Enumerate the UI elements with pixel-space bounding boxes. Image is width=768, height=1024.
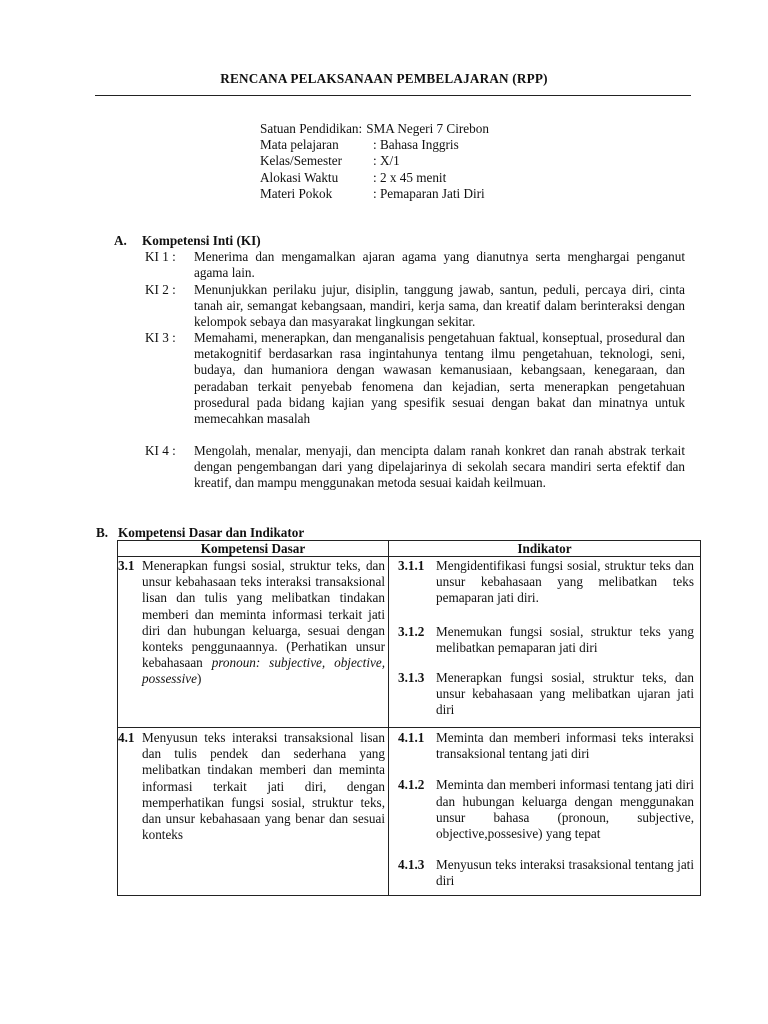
identity-row-satuan — [260, 121, 489, 137]
ki-text: Menunjukkan perilaku jujur, disiplin, tanggung jawab, santun, peduli, percaya diri, cinta tanah air, semangat kebangsaan, mandiri, kerja sama, dan kreatif dalam berinteraksi dengan kelompok sebaya dan masyarakat lingkungan sekitar. — [194, 282, 685, 330]
kd-number: 4.1 — [118, 730, 135, 745]
identity-row-mapel — [260, 137, 489, 153]
indikator-item — [398, 857, 694, 889]
indikator-text: Menerapkan fungsi sosial, struktur teks, dan unsur kebahasaan yang melibatkan ujaran jati diri — [436, 670, 694, 718]
ki-item-2 — [145, 282, 685, 331]
identity-row-materi — [260, 186, 489, 202]
indikator-number: 3.1.1 — [398, 558, 425, 573]
ki-text: Mengolah, menalar, menyaji, dan mencipta dalam ranah konkret dan ranah abstrak terkait dengan pengembangan dari yang dipelajarinya di sekolah secara mandiri serta efektif dan kreatif, dan mampu menggunakan metoda sesuai kaidah keilmuan. — [194, 443, 685, 491]
kd-text: Menyusun teks interaksi transaksional lisan dan tulis pendek dan sederhana yang melibatkan tindakan memberi dan meminta informasi terkait jati diri, dengan memperhatikan fungsi sosial, struktur teks, dan unsur kebahasaan yang benar dan sesuai konteks — [142, 730, 385, 843]
indikator-item — [398, 670, 694, 719]
identity-label: Materi Pokok — [260, 185, 333, 201]
ki-label: KI 1 : — [145, 249, 176, 264]
identity-value: : Pemaparan Jati Diri — [373, 185, 485, 201]
kd-cell — [118, 557, 389, 728]
section-a-heading — [114, 233, 261, 249]
ki-label: KI 3 : — [145, 330, 176, 345]
ki-item-3 — [145, 330, 685, 427]
identity-row-alokasi — [260, 170, 489, 186]
indikator-item — [398, 730, 694, 762]
indikator-list — [389, 557, 700, 719]
indikator-cell — [389, 557, 701, 728]
indikator-text: Menemukan fungsi sosial, struktur teks yang melibatkan pemaparan jati diri — [436, 623, 694, 655]
indikator-text: Meminta dan memberi informasi tentang jati diri dan hubungan keluarga dengan menggunakan unsur bahasa (pronoun, subjective, objective,possesive) yang tepat — [436, 777, 694, 842]
kd-text-end: ) — [196, 671, 202, 687]
identity-label: Alokasi Waktu — [260, 169, 339, 185]
table-header-row — [118, 541, 701, 557]
kd-item-4-1 — [118, 730, 385, 843]
indikator-number: 4.1.2 — [398, 777, 425, 793]
kd-text-italic: pronoun: subjective, objective, possessive — [142, 655, 385, 687]
identity-label: Mata pelajaran — [260, 137, 339, 153]
ki-text: Memahami, menerapkan, dan menganalisis pengetahuan faktual, konseptual, prosedural dan metakognitif berdasarkan rasa ingintahunya tentang ilmu pengetahuan, teknologi, seni, budaya, dan humaniora dengan wawasan kemanusiaan, kebangsaan, kenegaraan, dan peradaban terkait penyebab fenomena dan kejadian, serta menerapkan pengetahuan prosedural pada bidang kajian yang spesifik sesuai dengan bakat dan minatnya untuk memecahkan masalah — [194, 330, 685, 427]
indikator-item — [398, 558, 694, 607]
kd-cell — [118, 728, 389, 896]
indikator-text: Mengidentifikasi fungsi sosial, struktur teks dan unsur kebahasaan yang melibatkan teks pemaparan jati diri. — [436, 558, 694, 606]
identity-label: Kelas/Semester — [260, 153, 343, 169]
section-letter: A. — [114, 233, 127, 248]
indikator-number: 3.1.2 — [398, 623, 425, 639]
kd-cell-content — [118, 557, 388, 688]
identity-value: : X/1 — [373, 153, 400, 169]
section-title: Kompetensi Dasar dan Indikator — [118, 525, 305, 540]
ki-item-4 — [145, 443, 685, 492]
identity-value: : Bahasa Inggris — [373, 137, 459, 153]
kd-item-3-1 — [118, 558, 385, 688]
indikator-list — [389, 728, 700, 890]
indikator-text: Meminta dan memberi informasi teks interaksi transaksional tentang jati diri — [436, 730, 694, 762]
indikator-text: Menyusun teks interaksi trasaksional tentang jati diri — [436, 857, 694, 889]
identity-row-kelas — [260, 153, 489, 169]
indikator-cell — [389, 728, 701, 896]
kd-text-main: Menerapkan fungsi sosial, struktur teks, dan unsur kebahasaan teks interaksi transaksional lisan dan tulis yang melibatkan tindakan memberi dan meminta informasi terkait jati diri dan hubungan keluarga, sesuai dengan konteks penggunaannya. (Perhatikan unsur kebahasaan — [142, 558, 385, 671]
ki-text: Menerima dan mengamalkan ajaran agama yang dianutnya serta menghargai penganut agama lain. — [194, 249, 685, 281]
kd-number: 3.1 — [118, 558, 135, 573]
kd-cell-content — [118, 728, 388, 843]
ki-label: KI 2 : — [145, 282, 176, 297]
section-b-heading — [96, 525, 304, 541]
identity-label: Satuan Pendidikan: — [260, 121, 363, 136]
section-title: Kompetensi Inti (KI) — [142, 233, 261, 248]
document-title: RENCANA PELAKSANAAN PEMBELAJARAN (RPP) — [220, 71, 548, 86]
indikator-number: 3.1.3 — [398, 670, 425, 686]
indikator-number: 4.1.1 — [398, 730, 425, 745]
ki-item-1 — [145, 249, 685, 281]
indikator-item — [398, 777, 694, 842]
ki-label: KI 4 : — [145, 443, 176, 458]
kompetensi-table — [117, 540, 701, 896]
indikator-number: 4.1.3 — [398, 857, 425, 873]
column-header-indikator: Indikator — [389, 541, 701, 557]
column-header-kd: Kompetensi Dasar — [118, 541, 389, 557]
table-row — [118, 728, 701, 896]
section-letter: B. — [96, 525, 109, 540]
identity-value: SMA Negeri 7 Cirebon — [366, 121, 489, 136]
kd-text — [142, 558, 385, 688]
title-underline — [95, 95, 691, 96]
identity-block — [260, 121, 489, 202]
table-row — [118, 557, 701, 728]
indikator-item — [398, 624, 694, 656]
identity-value: : 2 x 45 menit — [373, 169, 447, 185]
